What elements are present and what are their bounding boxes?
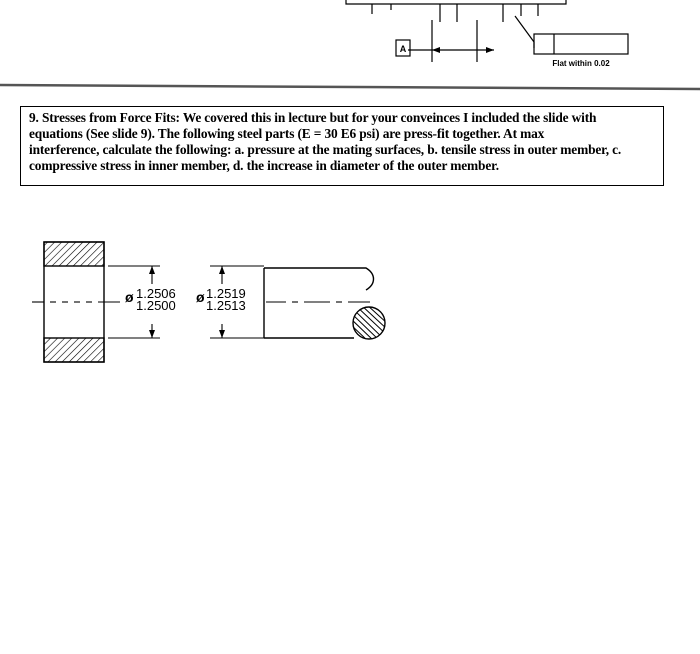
shaft-diameter-symbol: ø (196, 289, 205, 305)
problem-line-2: equations (See slide 9). The following steel parts (E = 30 E6 psi) are press-fit together. At max (29, 126, 545, 141)
top-drawing-fragment (0, 0, 700, 80)
bore-min-value: 1.2500 (136, 298, 176, 313)
inner-member-shaft (264, 268, 388, 342)
hub-hatch-bottom (44, 338, 104, 362)
shaft-min-value: 1.2513 (206, 298, 246, 313)
flatness-frame (534, 34, 628, 54)
shaft-max-value: 1.2519 (206, 286, 246, 301)
problem-line-1: 9. Stresses from Force Fits: We covered this in lecture but for your conveinces I included the slide with (29, 110, 597, 125)
hub-hatch-top (44, 242, 104, 266)
problem-statement-box (20, 106, 664, 186)
flatness-note: Flat within 0.02 (552, 59, 610, 68)
cropped-frame-bottom (346, 0, 566, 4)
page-separator (0, 80, 700, 94)
problem-line-3: interference, calculate the following: a. pressure at the mating surfaces, b. tensile stress in outer member, c. (29, 142, 622, 157)
bore-max-value: 1.2506 (136, 286, 176, 301)
press-fit-parts-drawing (30, 238, 400, 368)
leader-line (515, 16, 534, 48)
bore-diameter-symbol: ø (125, 289, 134, 305)
datum-label: A (399, 44, 407, 54)
problem-line-4: compressive stress in inner member, d. the increase in diameter of the outer member. (29, 158, 499, 173)
